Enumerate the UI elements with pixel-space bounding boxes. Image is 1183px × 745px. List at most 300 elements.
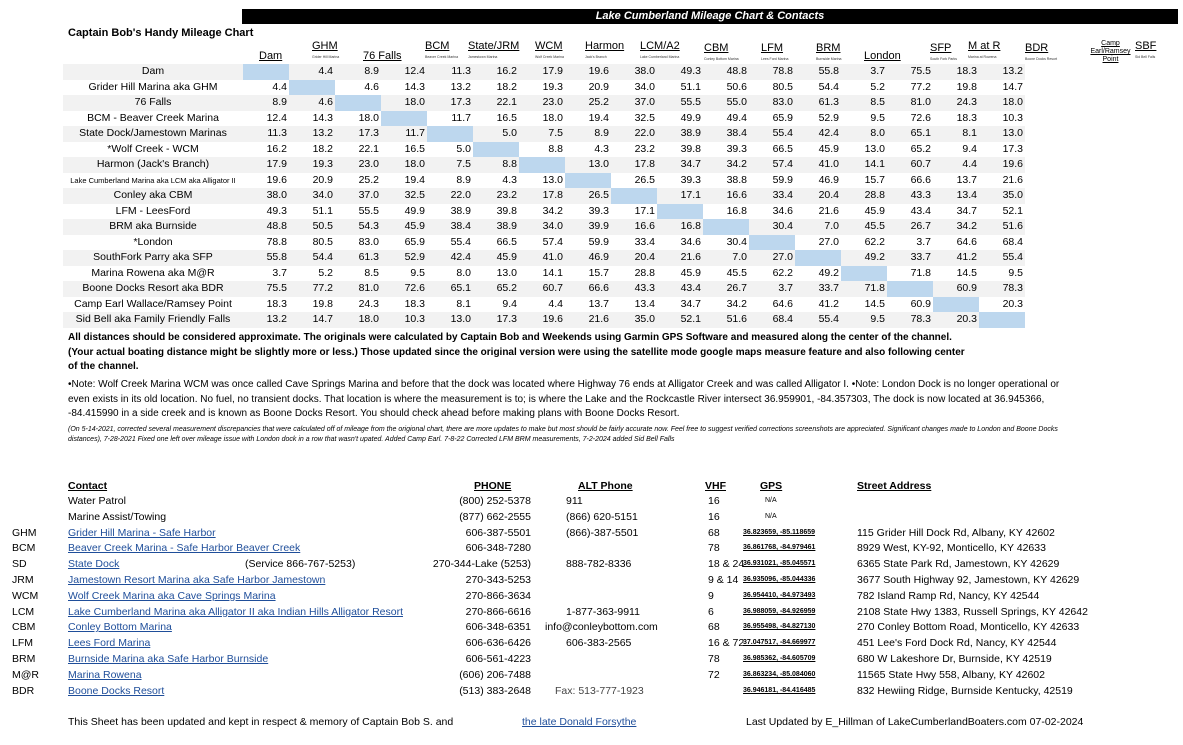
- table-cell: 57.4: [749, 157, 795, 173]
- table-cell: 49.3: [243, 204, 289, 220]
- footer-link[interactable]: the late Donald Forsythe: [522, 716, 637, 728]
- table-cell: 12.4: [381, 64, 427, 80]
- table-cell: 45.5: [703, 266, 749, 282]
- table-cell: 65.9: [749, 111, 795, 127]
- contact-code: M@R: [12, 668, 39, 681]
- contact-code: LCM: [12, 605, 35, 618]
- table-row: [63, 266, 1025, 282]
- table-cell: 39.3: [657, 173, 703, 189]
- table-cell: 17.8: [519, 188, 565, 204]
- contact-address: 832 Hewiing Ridge, Burnside Kentucky, 42519: [857, 684, 1073, 697]
- table-cell: 13.7: [565, 297, 611, 313]
- table-cell: [519, 157, 565, 173]
- table-cell: 68.4: [749, 312, 795, 328]
- contact-vhf: 16 & 72: [708, 637, 745, 650]
- table-cell: 65.2: [473, 281, 519, 297]
- table-cell: 20.4: [611, 250, 657, 266]
- table-cell: 11.3: [427, 64, 473, 80]
- contact-name[interactable]: Wolf Creek Marina aka Cave Springs Marina: [68, 589, 276, 602]
- contact-address: 6365 State Park Rd, Jamestown, KY 42629: [857, 558, 1060, 571]
- table-cell: 38.0: [243, 188, 289, 204]
- table-cell: 43.3: [611, 281, 657, 297]
- table-cell: 18.3: [933, 111, 979, 127]
- row-label: State Dock/Jamestown Marinas: [63, 126, 243, 142]
- table-cell: 16.8: [657, 219, 703, 235]
- contact-name[interactable]: Boone Docks Resort: [68, 684, 165, 697]
- column-header: M at R: [968, 40, 1001, 52]
- table-cell: [887, 281, 933, 297]
- table-cell: 7.0: [703, 250, 749, 266]
- table-cell: 17.9: [519, 64, 565, 80]
- table-cell: 8.1: [427, 297, 473, 313]
- table-cell: 77.2: [289, 281, 335, 297]
- table-cell: 52.9: [381, 250, 427, 266]
- table-cell: 12.4: [243, 111, 289, 127]
- column-header: LFM: [761, 42, 783, 54]
- table-cell: 3.7: [749, 281, 795, 297]
- table-cell: 21.6: [979, 173, 1025, 189]
- table-cell: 77.2: [887, 80, 933, 96]
- table-cell: 54.4: [289, 250, 335, 266]
- table-cell: 34.6: [749, 204, 795, 220]
- table-cell: 83.0: [335, 235, 381, 251]
- table-cell: [427, 126, 473, 142]
- contact-phone: 606-348-6351: [465, 621, 531, 634]
- table-cell: 39.9: [565, 219, 611, 235]
- table-cell: [795, 250, 841, 266]
- table-cell: 20.3: [979, 297, 1025, 313]
- table-cell: 14.7: [289, 312, 335, 328]
- table-cell: 71.8: [841, 281, 887, 297]
- table-cell: 9.5: [381, 266, 427, 282]
- table-cell: 61.3: [335, 250, 381, 266]
- contact-gps: 36.931021, -85.045571: [743, 560, 816, 568]
- table-cell: 34.0: [611, 80, 657, 96]
- table-cell: 10.3: [979, 111, 1025, 127]
- table-cell: 5.2: [841, 80, 887, 96]
- table-cell: 35.0: [979, 188, 1025, 204]
- table-cell: 26.5: [611, 173, 657, 189]
- table-cell: 8.9: [335, 64, 381, 80]
- table-cell: 4.3: [473, 173, 519, 189]
- table-cell: 18.3: [933, 64, 979, 80]
- table-cell: 18.3: [243, 297, 289, 313]
- table-cell: 52.1: [657, 312, 703, 328]
- table-cell: 32.5: [611, 111, 657, 127]
- table-cell: 59.9: [565, 235, 611, 251]
- contact-address: 8929 West, KY-92, Monticello, KY 42633: [857, 542, 1046, 555]
- column-header: GHM: [312, 40, 338, 52]
- table-cell: 38.9: [427, 204, 473, 220]
- contact-vhf: 78: [708, 542, 720, 555]
- column-subheader: Marina at Rowena: [968, 55, 997, 59]
- table-cell: 55.4: [795, 312, 841, 328]
- table-cell: [703, 219, 749, 235]
- column-header: CBM: [704, 42, 729, 54]
- table-cell: 9.5: [979, 266, 1025, 282]
- table-cell: 59.9: [749, 173, 795, 189]
- table-cell: 51.1: [657, 80, 703, 96]
- contact-code: BRM: [12, 653, 36, 665]
- table-row: [63, 126, 1025, 142]
- table-cell: 19.3: [519, 80, 565, 96]
- table-cell: 34.2: [519, 204, 565, 220]
- table-cell: 62.2: [749, 266, 795, 282]
- table-cell: 17.1: [611, 204, 657, 220]
- contact-vhf: 16: [708, 510, 720, 523]
- contact-phone: 606-636-6426: [465, 637, 531, 650]
- table-cell: 37.0: [611, 95, 657, 111]
- contact-name[interactable]: Grider Hill Marina - Safe Harbor: [68, 526, 216, 539]
- chart-title: Captain Bob's Handy Mileage Chart: [68, 27, 254, 39]
- column-header: Harmon: [585, 40, 625, 52]
- table-cell: 13.0: [473, 266, 519, 282]
- contact-phone: 606-561-4223: [465, 653, 531, 665]
- contact-service-note: (Service 866-767-5253): [245, 558, 356, 571]
- column-header: Camp Earl/Ramsey Point: [1090, 40, 1131, 63]
- contact-phone: (606) 206-7488: [459, 668, 531, 681]
- table-cell: 62.2: [841, 235, 887, 251]
- table-cell: 23.0: [335, 157, 381, 173]
- table-cell: 32.5: [381, 188, 427, 204]
- table-row: [63, 250, 1025, 266]
- table-cell: 14.1: [519, 266, 565, 282]
- table-cell: 78.8: [749, 64, 795, 80]
- table-cell: 50.5: [289, 219, 335, 235]
- table-cell: 5.0: [473, 126, 519, 142]
- row-label: SouthFork Parry aka SFP: [63, 250, 243, 266]
- contact-address: 115 Grider Hill Dock Rd, Albany, KY 42602: [857, 526, 1055, 539]
- table-cell: 21.6: [565, 312, 611, 328]
- row-label: *London: [63, 235, 243, 251]
- contact-phone: 270-343-5253: [465, 574, 531, 586]
- column-subheader: Lees Ford Marina: [761, 57, 789, 61]
- table-cell: 33.4: [611, 235, 657, 251]
- table-cell: 75.5: [243, 281, 289, 297]
- table-cell: 22.0: [427, 188, 473, 204]
- contact-name[interactable]: Jamestown Resort Marina aka Safe Harbor Jamestown: [68, 574, 326, 586]
- table-cell: 4.4: [243, 80, 289, 96]
- table-row: [63, 173, 1025, 189]
- table-cell: 43.3: [887, 188, 933, 204]
- table-cell: 41.0: [795, 157, 841, 173]
- table-cell: 45.9: [381, 219, 427, 235]
- table-cell: 39.8: [657, 142, 703, 158]
- row-label: Harmon (Jack's Branch): [63, 157, 243, 173]
- table-cell: 48.8: [703, 64, 749, 80]
- table-cell: 80.5: [749, 80, 795, 96]
- table-cell: 17.9: [243, 157, 289, 173]
- contact-address: 11565 State Hwy 558, Albany, KY 42602: [857, 668, 1045, 681]
- table-cell: 9.5: [841, 312, 887, 328]
- contact-gps: 36.863234, -85.084060: [743, 670, 816, 678]
- table-cell: 13.2: [427, 80, 473, 96]
- table-cell: 11.3: [243, 126, 289, 142]
- contact-code: GHM: [12, 526, 37, 539]
- table-row: [63, 204, 1025, 220]
- contact-name[interactable]: Conley Bottom Marina: [68, 621, 172, 634]
- table-cell: 83.0: [749, 95, 795, 111]
- table-cell: 37.0: [335, 188, 381, 204]
- column-subheader: Sid Bell Falls: [1135, 55, 1156, 59]
- table-cell: 17.8: [611, 157, 657, 173]
- contact-name[interactable]: Lake Cumberland Marina aka Alligator II aka Indian Hills Alligator Resort: [68, 605, 404, 618]
- table-cell: 19.3: [289, 157, 335, 173]
- contact-alt-phone: info@conleybottom.com: [545, 621, 658, 634]
- contact-vhf: 9 & 14: [708, 574, 739, 586]
- table-cell: 38.0: [611, 64, 657, 80]
- table-cell: 10.3: [381, 312, 427, 328]
- table-cell: 38.8: [703, 173, 749, 189]
- table-cell: 45.5: [841, 219, 887, 235]
- table-cell: 65.2: [887, 142, 933, 158]
- column-subheader: Beaver Creek Marina: [425, 55, 459, 59]
- table-cell: 22.1: [335, 142, 381, 158]
- contact-vhf: 18 & 24: [708, 558, 745, 571]
- contact-code: JRM: [12, 574, 34, 586]
- table-cell: 71.8: [887, 266, 933, 282]
- column-header: Dam: [259, 50, 283, 62]
- table-cell: 81.0: [335, 281, 381, 297]
- table-cell: 5.2: [289, 266, 335, 282]
- contact-address: 2108 State Hwy 1383, Russell Springs, KY 42642: [857, 605, 1088, 618]
- table-cell: 13.0: [979, 126, 1025, 142]
- contact-phone: 270-866-6616: [465, 605, 531, 618]
- contact-code: SD: [12, 558, 27, 571]
- contact-vhf: 16: [708, 495, 720, 507]
- table-cell: 50.6: [703, 80, 749, 96]
- column-header: London: [864, 50, 901, 62]
- table-cell: 8.0: [841, 126, 887, 142]
- table-cell: 7.5: [519, 126, 565, 142]
- table-cell: 49.9: [657, 111, 703, 127]
- table-cell: 57.4: [519, 235, 565, 251]
- table-cell: 60.7: [887, 157, 933, 173]
- table-cell: 19.6: [565, 64, 611, 80]
- table-cell: 7.0: [795, 219, 841, 235]
- column-header: WCM: [535, 40, 563, 52]
- table-cell: 46.9: [795, 173, 841, 189]
- table-cell: 55.0: [703, 95, 749, 111]
- table-cell: 55.8: [243, 250, 289, 266]
- row-label: *Wolf Creek - WCM: [63, 142, 243, 158]
- table-cell: 78.3: [979, 281, 1025, 297]
- table-cell: 48.8: [243, 219, 289, 235]
- table-cell: 17.3: [335, 126, 381, 142]
- table-cell: 25.2: [565, 95, 611, 111]
- column-subheader: Burnside Marina: [816, 57, 842, 61]
- contact-address: 270 Conley Bottom Road, Monticello, KY 42633: [857, 621, 1080, 634]
- table-cell: 13.0: [519, 173, 565, 189]
- chart-banner: Lake Cumberland Mileage Chart & Contacts: [242, 9, 1178, 24]
- table-cell: 8.5: [841, 95, 887, 111]
- table-cell: 55.5: [657, 95, 703, 111]
- table-cell: 16.2: [243, 142, 289, 158]
- table-cell: 55.4: [427, 235, 473, 251]
- table-cell: 43.4: [657, 281, 703, 297]
- table-cell: 24.3: [933, 95, 979, 111]
- table-cell: 4.4: [519, 297, 565, 313]
- contact-code: LFM: [12, 637, 33, 650]
- contact-gps: 36.935096, -85.044336: [743, 576, 816, 583]
- table-cell: 15.7: [841, 173, 887, 189]
- row-label: Dam: [63, 64, 243, 80]
- table-cell: 8.8: [473, 157, 519, 173]
- table-cell: 78.3: [887, 312, 933, 328]
- contact-gps: 36.985362, -84.605709: [743, 655, 816, 662]
- contact-gps: 36.823659, -85.118659: [743, 528, 816, 536]
- column-header: LCM/A2: [640, 40, 680, 52]
- contact-alt-phone: Fax: 513-777-1923: [555, 684, 644, 697]
- row-label: BRM aka Burnside: [63, 219, 243, 235]
- mileage-table: [63, 64, 1025, 328]
- contact-vhf: 78: [708, 653, 720, 665]
- table-cell: 26.7: [703, 281, 749, 297]
- table-cell: 11.7: [427, 111, 473, 127]
- column-subheader: Jack's Branch: [585, 55, 607, 59]
- table-cell: 7.5: [427, 157, 473, 173]
- contact-name[interactable]: Marina Rowena: [68, 668, 142, 681]
- table-row: [63, 64, 1025, 80]
- contact-phone: (513) 383-2648: [459, 684, 531, 697]
- table-cell: 35.0: [611, 312, 657, 328]
- column-header: BCM: [425, 40, 450, 52]
- table-cell: [749, 235, 795, 251]
- contact-vhf: 68: [708, 621, 720, 634]
- table-cell: 75.5: [887, 64, 933, 80]
- table-cell: 30.4: [749, 219, 795, 235]
- table-cell: [611, 188, 657, 204]
- contact-gps: 37.047517, -84.669977: [743, 639, 816, 647]
- contact-vhf: 6: [708, 605, 714, 618]
- table-cell: 17.1: [657, 188, 703, 204]
- table-cell: 4.3: [565, 142, 611, 158]
- contact-code: WCM: [12, 589, 39, 602]
- table-cell: 18.0: [979, 95, 1025, 111]
- table-cell: [933, 297, 979, 313]
- table-cell: 21.6: [795, 204, 841, 220]
- contact-name[interactable]: State Dock: [68, 558, 120, 571]
- table-cell: [335, 95, 381, 111]
- table-row: [63, 312, 1025, 328]
- table-cell: 5.0: [427, 142, 473, 158]
- table-cell: 78.8: [243, 235, 289, 251]
- table-cell: 60.7: [519, 281, 565, 297]
- table-cell: 34.6: [657, 235, 703, 251]
- table-cell: 13.2: [243, 312, 289, 328]
- table-cell: [657, 204, 703, 220]
- table-cell: 49.2: [795, 266, 841, 282]
- table-cell: 8.8: [519, 142, 565, 158]
- table-cell: 17.3: [427, 95, 473, 111]
- table-cell: 41.0: [519, 250, 565, 266]
- address-header: Street Address: [857, 480, 932, 492]
- contact-name[interactable]: Lees Ford Marina: [68, 637, 151, 650]
- table-cell: 68.4: [979, 235, 1025, 251]
- table-cell: 54.3: [335, 219, 381, 235]
- table-cell: 25.2: [335, 173, 381, 189]
- contact-name: Water Patrol: [68, 495, 126, 507]
- table-cell: 61.3: [795, 95, 841, 111]
- table-cell: 34.2: [703, 297, 749, 313]
- table-cell: 17.3: [979, 142, 1025, 158]
- table-cell: 41.2: [933, 250, 979, 266]
- table-cell: 18.2: [473, 80, 519, 96]
- table-cell: 13.0: [841, 142, 887, 158]
- column-subheader: Lake Cumberland Marina: [640, 55, 680, 59]
- table-cell: 33.4: [749, 188, 795, 204]
- contact-code: BCM: [12, 542, 36, 555]
- table-cell: [381, 111, 427, 127]
- table-cell: 13.7: [933, 173, 979, 189]
- column-header: BDR: [1025, 42, 1049, 54]
- table-cell: 14.7: [979, 80, 1025, 96]
- table-cell: 64.6: [933, 235, 979, 251]
- table-cell: 20.9: [289, 173, 335, 189]
- table-cell: 39.3: [565, 204, 611, 220]
- table-cell: 52.9: [795, 111, 841, 127]
- column-subheader: Conley Bottom Marina: [704, 57, 739, 61]
- contact-name[interactable]: Burnside Marina aka Safe Harbor Burnside: [68, 653, 269, 665]
- table-cell: 18.0: [381, 157, 427, 173]
- table-row: [63, 80, 1025, 96]
- table-cell: 66.6: [565, 281, 611, 297]
- table-cell: 49.4: [703, 111, 749, 127]
- table-cell: 55.4: [749, 126, 795, 142]
- table-cell: 16.5: [381, 142, 427, 158]
- table-cell: 9.5: [841, 111, 887, 127]
- table-cell: [979, 312, 1025, 328]
- table-cell: 55.5: [335, 204, 381, 220]
- table-cell: 42.4: [795, 126, 841, 142]
- table-cell: 66.6: [887, 173, 933, 189]
- contact-phone: 606-387-5501: [465, 526, 531, 539]
- contact-address: 451 Lee's Ford Dock Rd, Nancy, KY 42544: [857, 637, 1057, 650]
- table-cell: 16.5: [473, 111, 519, 127]
- contact-gps: 36.954410, -84.973493: [743, 591, 816, 599]
- row-label: LFM - LeesFord: [63, 204, 243, 220]
- table-cell: 13.4: [611, 297, 657, 313]
- table-cell: 34.2: [703, 157, 749, 173]
- table-cell: 49.3: [657, 64, 703, 80]
- table-cell: 38.9: [473, 219, 519, 235]
- table-cell: 72.6: [381, 281, 427, 297]
- contact-name: Marine Assist/Towing: [68, 510, 167, 523]
- alt-phone-header: ALT Phone: [578, 480, 633, 492]
- table-cell: 4.4: [289, 64, 335, 80]
- table-cell: 19.4: [381, 173, 427, 189]
- phone-header: PHONE: [474, 480, 512, 492]
- contact-name[interactable]: Beaver Creek Marina - Safe Harbor Beaver Creek: [68, 542, 301, 555]
- table-cell: 49.9: [381, 204, 427, 220]
- table-row: [63, 142, 1025, 158]
- table-cell: 21.6: [657, 250, 703, 266]
- contact-code: BDR: [12, 684, 35, 697]
- table-cell: 41.2: [795, 297, 841, 313]
- table-cell: 65.9: [381, 235, 427, 251]
- table-cell: 14.5: [933, 266, 979, 282]
- table-cell: 30.4: [703, 235, 749, 251]
- row-label: Lake Cumberland Marina aka LCM aka Alligator II: [63, 173, 243, 189]
- table-cell: 19.4: [565, 111, 611, 127]
- row-label: Camp Earl Wallace/Ramsey Point: [63, 297, 243, 313]
- row-label: Sid Bell aka Family Friendly Falls: [63, 312, 243, 328]
- table-cell: 60.9: [887, 297, 933, 313]
- table-cell: 13.2: [979, 64, 1025, 80]
- row-label: Boone Docks Resort aka BDR: [63, 281, 243, 297]
- table-cell: [473, 142, 519, 158]
- table-cell: [565, 173, 611, 189]
